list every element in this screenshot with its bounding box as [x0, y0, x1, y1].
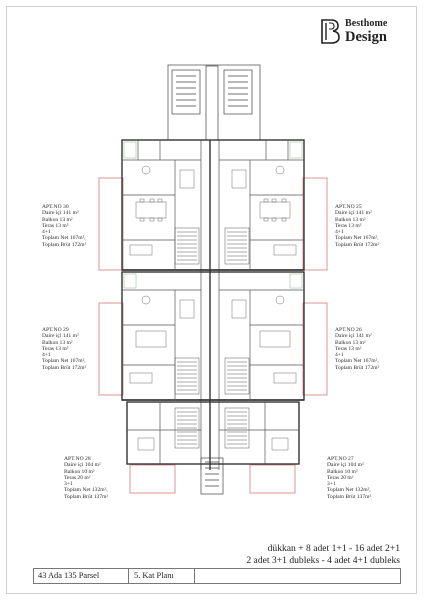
- apartment-interior-area: Daire içi 141 m²: [42, 210, 79, 217]
- apartment-terrace-area: Teras 13 m²: [42, 345, 69, 352]
- apartment-interior-area: Daire içi 141 m²: [42, 333, 79, 340]
- green-fixtures: [124, 142, 302, 288]
- apartment-net-total: Toplam Net 167m²,: [42, 358, 86, 365]
- apartment-terrace-area: Teras 13 m²: [42, 222, 69, 229]
- apartment-room-count: 3+1: [64, 481, 73, 488]
- title-block-divider: [128, 569, 129, 583]
- apartment-id: APT.NO 26: [335, 327, 362, 333]
- furniture: [130, 166, 296, 450]
- apartment-terrace-area: Teras 13 m²: [335, 222, 362, 229]
- apartment-terrace-area: Teras 20 m²: [327, 474, 354, 481]
- apartment-net-total: Toplam Net 132m²,: [64, 487, 108, 494]
- apartment-id: APT.NO 29: [42, 327, 69, 333]
- apartment-gross-total: Toplam Brüt 172m²: [335, 364, 380, 371]
- apartment-net-total: Toplam Net 167m²,: [42, 235, 86, 242]
- terrace-outlines: [99, 178, 327, 493]
- unit-summary-line1: dükkan + 8 adet 1+1 - 16 adet 2+1: [267, 543, 400, 554]
- apartment-net-total: Toplam Net 132m²,: [327, 487, 371, 494]
- apartment-gross-total: Toplam Brüt 172m²: [42, 241, 87, 248]
- apartment-net-total: Toplam Net 167m²,: [335, 235, 379, 242]
- apartment-room-count: 4+1: [335, 229, 344, 236]
- apartment-balcony-area: Balkon 13 m²: [335, 216, 366, 223]
- apartment-id: APT.NO 28: [64, 456, 91, 462]
- apartment-interior-area: Daire içi 104 m²: [327, 462, 364, 469]
- apartment-room-count: 4+1: [335, 352, 344, 359]
- apartment-net-total: Toplam Net 167m²,: [335, 358, 379, 365]
- inner-staircases: [175, 228, 249, 448]
- floor-label: 5. Kat Planı: [134, 571, 174, 580]
- exterior-walls: [122, 140, 304, 470]
- title-block: [33, 568, 401, 584]
- unit-summary-line2: 2 adet 3+1 dubleks - 4 adet 4+1 dubleks: [246, 555, 400, 566]
- apartment-info-30: [42, 204, 86, 248]
- apartment-room-count: 4+1: [42, 229, 51, 236]
- apartment-balcony-area: Balkon 13 m²: [335, 339, 366, 346]
- apartment-balcony-area: Balkon 10 m²: [327, 468, 358, 475]
- apartment-info-25: [335, 204, 379, 248]
- apartment-balcony-area: Balkon 10 m²: [64, 468, 95, 475]
- apartment-gross-total: Toplam Brüt 172m²: [42, 364, 87, 371]
- apartment-gross-total: Toplam Brüt 137m²: [327, 493, 372, 500]
- apartment-gross-total: Toplam Brüt 137m²: [64, 493, 109, 500]
- apartment-gross-total: Toplam Brüt 172m²: [335, 241, 380, 248]
- apartment-terrace-area: Teras 20 m²: [64, 474, 91, 481]
- title-block-divider: [194, 569, 195, 583]
- apartment-info-26: [335, 327, 379, 371]
- apartment-id: APT.NO 30: [42, 204, 69, 210]
- apartment-interior-area: Daire içi 104 m²: [64, 462, 101, 469]
- apartment-room-count: 4+1: [42, 352, 51, 359]
- parcel-label: 43 Ada 135 Parsel: [38, 571, 100, 580]
- apartment-balcony-area: Balkon 13 m²: [42, 339, 73, 346]
- apartment-info-28: [64, 456, 108, 500]
- apartment-terrace-area: Teras 13 m²: [335, 345, 362, 352]
- apartment-room-count: 3+1: [327, 481, 336, 488]
- apartment-interior-area: Daire içi 141 m²: [335, 333, 372, 340]
- staircase-top: [168, 65, 260, 140]
- apartment-interior-area: Daire içi 141 m²: [335, 210, 372, 217]
- brand-name-line1: Besthome: [345, 18, 388, 29]
- apartment-balcony-area: Balkon 13 m²: [42, 216, 73, 223]
- apartment-info-27: [327, 456, 371, 500]
- brand-name-line2: Design: [345, 29, 387, 45]
- apartment-id: APT.NO 25: [335, 204, 362, 210]
- apartment-id: APT.NO 27: [327, 456, 354, 462]
- apartment-info-29: [42, 327, 86, 371]
